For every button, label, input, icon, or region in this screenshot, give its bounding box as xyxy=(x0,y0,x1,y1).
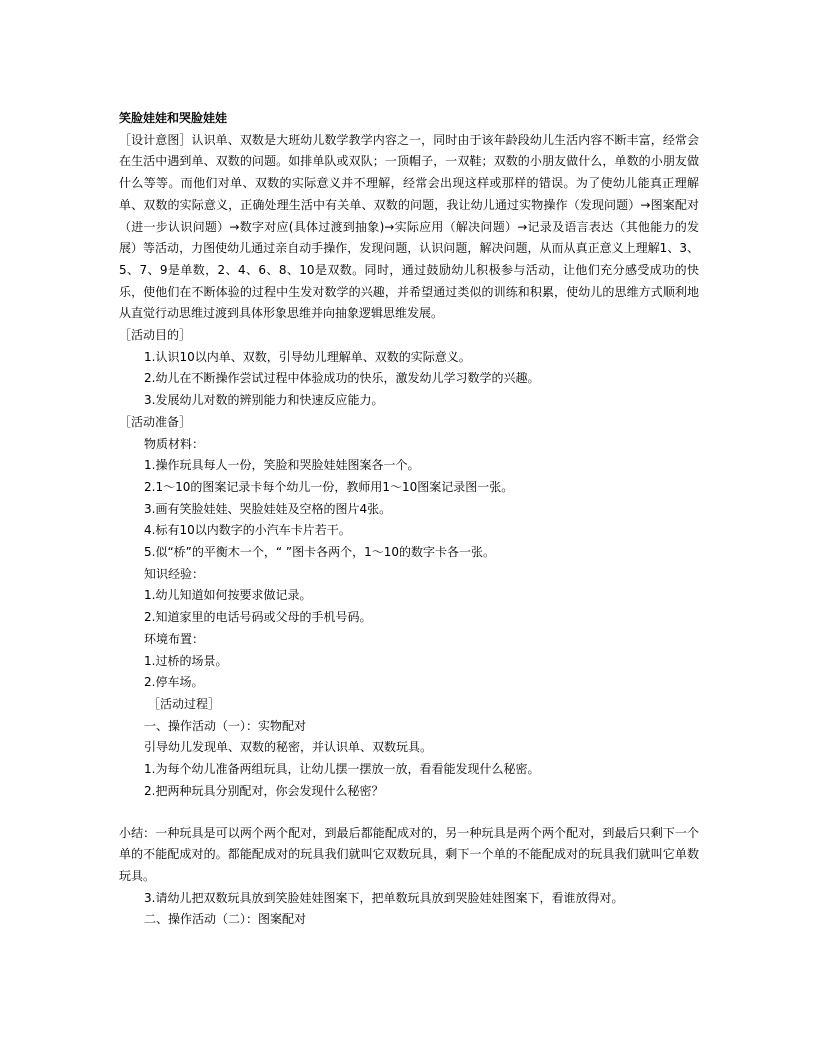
material-item: 3.画有笑脸娃娃、哭脸娃娃及空格的图片4张。 xyxy=(144,501,392,516)
document-body xyxy=(119,108,699,931)
spacer xyxy=(119,803,699,823)
materials-heading: 物质材料： xyxy=(144,436,205,451)
goal-item: 2.幼儿在不断操作尝试过程中体验成功的快乐，激发幼儿学习数学的兴趣。 xyxy=(144,371,540,386)
knowledge-item: 1.幼儿知道如何按要求做记录。 xyxy=(144,588,312,603)
step1-item: 2.把两种玩具分别配对，你会发现什么秘密？ xyxy=(144,783,384,798)
material-item: 4.标有10以内数字的小汽车卡片若干。 xyxy=(144,523,351,538)
material-item: 1.操作玩具每人一份，笑脸和哭脸娃娃图案各一个。 xyxy=(144,458,420,473)
document-title: 笑脸娃娃和哭脸娃娃 xyxy=(119,111,228,125)
step1-heading: 一、操作活动（一）：实物配对 xyxy=(144,718,307,733)
prep-heading: ［活动准备］ xyxy=(119,414,192,429)
env-item: 1.过桥的场景。 xyxy=(144,653,228,668)
env-heading: 环境布置： xyxy=(144,631,205,646)
goals-heading: ［活动目的］ xyxy=(119,328,192,343)
knowledge-heading: 知识经验： xyxy=(144,566,205,581)
step1-item: 1.为每个幼儿准备两组玩具，让幼儿摆一摆放一放，看看能发现什么秘密。 xyxy=(144,762,540,777)
step2-heading: 二、操作活动（二）：图案配对 xyxy=(144,912,307,927)
env-item: 2.停车场。 xyxy=(144,675,204,690)
process-heading: ［活动过程］ xyxy=(148,696,221,711)
step1-intro: 引导幼儿发现单、双数的秘密，并认识单、双数玩具。 xyxy=(144,740,433,755)
knowledge-item: 2.知道家里的电话号码或父母的手机号码。 xyxy=(144,610,372,625)
material-item: 5.似“桥”的平衡木一个，“ ”图卡各两个，1～10的数字卡各一张。 xyxy=(144,545,496,560)
goal-item: 3.发展幼儿对数的辨别能力和快速反应能力。 xyxy=(144,393,384,408)
material-item: 2.1～10的图案记录卡每个幼儿一份，教师用1～10图案记录图一张。 xyxy=(144,479,514,494)
goal-item: 1.认识10以内单、双数，引导幼儿理解单、双数的实际意义。 xyxy=(144,349,471,364)
design-intent-paragraph: ［设计意图］认识单、双数是大班幼儿数学教学内容之一，同时由于该年龄段幼儿生活内容不断丰富，经常会在生活中遇到单、双数的问题。如排单队或双队；一顶帽子，一双鞋；双数的小朋友做什么，单数的小朋友做什么等等。而他们对单、双数的实际意义并不理解，经常会出现这样或那样的错误。为了使幼儿能真正理解单、双数的实际意义，正确处理生活中有关单、双数的问题，我让幼儿通过实物操作（发现问题）→图案配对（进一步认识问题）→数字对应(具体过渡到抽象)→实际应用（解决问题）→记录及语言表达（其他能力的发展）等活动，力图使幼儿通过亲自动手操作，发现问题，认识问题，解决问题，从而从真正意义上理解1、3、5、7、9是单数，2、4、6、8、10是双数。同时，通过鼓励幼儿积极参与活动，让他们充分感受成功的快乐，使他们在不断体验的过程中生发对数学的兴趣，并希望通过类似的训练和积累，使幼儿的思维方式顺利地从直觉行动思维过渡到具体形象思维并向抽象逻辑思维发展。 xyxy=(119,132,699,321)
step1-item: 3.请幼儿把双数玩具放到笑脸娃娃图案下，把单数玩具放到哭脸娃娃图案下，看谁放得对。 xyxy=(144,890,624,905)
summary-paragraph: 小结：一种玩具是可以两个两个配对，到最后都能配成对的，另一种玩具是两个两个配对，到最后只剩下一个单的不能配成对的。都能配成对的玩具我们就叫它双数玩具，剩下一个单的不能配成对的玩具我们就叫它单数玩具。 xyxy=(119,825,699,883)
